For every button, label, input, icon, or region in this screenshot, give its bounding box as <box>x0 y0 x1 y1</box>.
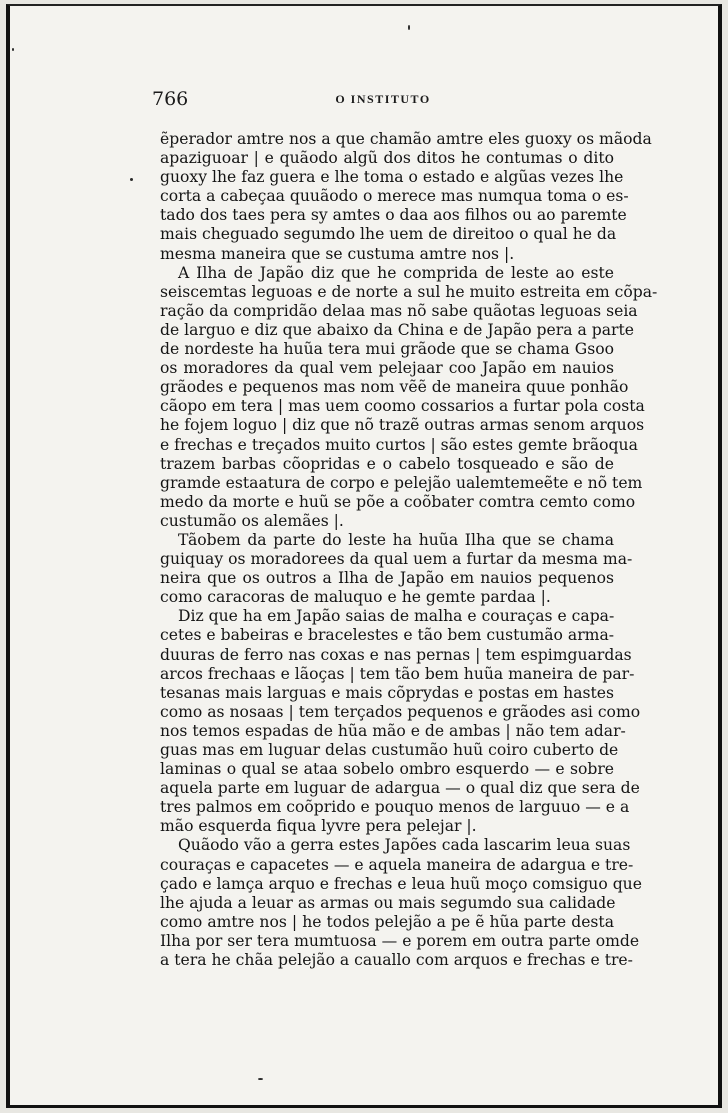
page-number: 766 <box>152 88 189 110</box>
text-line: A Ilha de Japão diz que he comprida de leste ao este <box>178 263 614 282</box>
text-line: mais cheguado segumdo lhe uem de direitoo o qual he da <box>160 225 617 244</box>
text-line: guoxy lhe faz guera e lhe toma o estado e algũas vezes lhe <box>160 168 624 187</box>
text-line: a tera he chãa pelejão a cauallo com arquos e frechas e tre- <box>160 951 633 970</box>
text-line: Ilha por ser tera mumtuosa — e porem em outra parte omde <box>160 931 640 950</box>
text-line: os moradores da qual vem pelejaar coo Japão em nauios <box>160 359 614 378</box>
text-line: de nordeste ha huũa tera mui grãode que se chama Gsoo <box>160 340 614 359</box>
scan-speck <box>130 178 133 181</box>
text-line: como caracoras de maluquo e he gemte pardaa |. <box>160 588 551 607</box>
paragraph <box>160 836 642 970</box>
text-line: aquela parte em luguar de adargua — o qual diz que sera de <box>160 779 640 798</box>
paragraph <box>160 530 633 607</box>
text-line: apaziguoar | e quãodo algũ dos ditos he contumas o dito <box>160 149 614 168</box>
text-line: laminas o qual se ataa sobelo ombro esquerdo — e sobre <box>160 760 614 779</box>
text-line: corta a cabeçaa quuãodo o merece mas numqua toma o es- <box>160 187 629 206</box>
text-line: neira que os outros a Ilha de Japão em nauios pequenos <box>160 569 614 588</box>
text-line: Diz que ha em Japão saias de malha e couraças e capa- <box>178 607 615 626</box>
text-line: de larguo e diz que abaixo da China e de Japão pera a parte <box>160 320 634 339</box>
text-line: medo da morte e huũ se põe a coõbater comtra cemto como <box>160 492 636 511</box>
journal-title: O INSTITUTO <box>335 92 431 106</box>
text-line: trazem barbas cõopridas e o cabelo tosqueado e são de <box>160 454 614 473</box>
text-line: mesma maneira que se custuma amtre nos |. <box>160 244 515 263</box>
paragraph <box>160 607 641 836</box>
text-line: tado dos taes pera sy amtes o daa aos filhos ou ao paremte <box>160 206 627 225</box>
paragraph <box>160 130 652 264</box>
text-line: Quãodo vão a gerra estes Japões cada lascarim leua suas <box>178 836 631 855</box>
text-line: gramde estaatura de corpo e pelejão ualemtemeẽte e nõ tem <box>160 473 643 492</box>
text-line: arcos frechaas e lãoças | tem tão bem huũa maneira de par- <box>160 664 635 683</box>
text-line: çado e lamça arquo e frechas e leua huũ moço comsiguo que <box>160 874 642 893</box>
text-line: guas mas em luguar delas custumão huũ coiro cuberto de <box>160 741 619 759</box>
text-line: nos temos espadas de hũa mão e de ambas | não tem adar- <box>160 721 626 740</box>
scan-speck <box>258 1078 263 1080</box>
scan-speck <box>12 48 14 51</box>
text-line: mão esquerda fiqua lyvre pera pelejar |. <box>160 817 477 836</box>
text-line: como amtre nos | he todos pelejão a pe ẽ hũa parte desta <box>160 912 614 931</box>
text-line: grãodes e pequenos mas nom vẽẽ de maneira quue ponhão <box>160 378 629 397</box>
text-line: guiquay os moradorees da qual uem a furtar da mesma ma- <box>160 550 633 569</box>
text-line: tres palmos em coõprido e pouquo menos de larguuo — e a <box>160 798 630 817</box>
text-line: he fojem loguo | diz que nõ trazẽ outras armas senom arquos <box>160 416 645 435</box>
text-line: e frechas e treçados muito curtos | são estes gemte brãoqua <box>160 435 638 454</box>
text-line: custumão os alemães |. <box>160 511 344 530</box>
text-line: Tãobem da parte do leste ha huũa Ilha que se chama <box>178 530 614 549</box>
text-line: ẽperador amtre nos a que chamão amtre eles guoxy os mãoda <box>160 130 652 148</box>
running-head <box>152 88 614 114</box>
text-line: como as nosaas | tem terçados pequenos e grãodes asi como <box>160 702 641 721</box>
text-line: cetes e babeiras e bracelestes e tão bem custumão arma- <box>160 626 615 645</box>
text-line: tesanas mais larguas e mais cõprydas e postas em hastes <box>160 683 614 702</box>
text-line: ração da compridão delaa mas nõ sabe quãotas leguoas seia <box>160 301 638 320</box>
paragraph <box>160 263 658 531</box>
text-line: couraças e capacetes — e aquela maneira de adargua e tre- <box>160 855 634 874</box>
body-text <box>160 130 658 970</box>
text-line: seiscemtas leguoas e de norte a sul he muito estreita em cõpa- <box>160 282 658 301</box>
text-line: lhe ajuda a leuar as armas ou mais segumdo sua calidade <box>160 893 616 912</box>
text-line: duuras de ferro nas coxas e nas pernas | tem espimguardas <box>160 645 632 664</box>
text-line: cãopo em tera | mas uem coomo cossarios a furtar pola costa <box>160 397 645 416</box>
scan-speck <box>408 25 410 30</box>
